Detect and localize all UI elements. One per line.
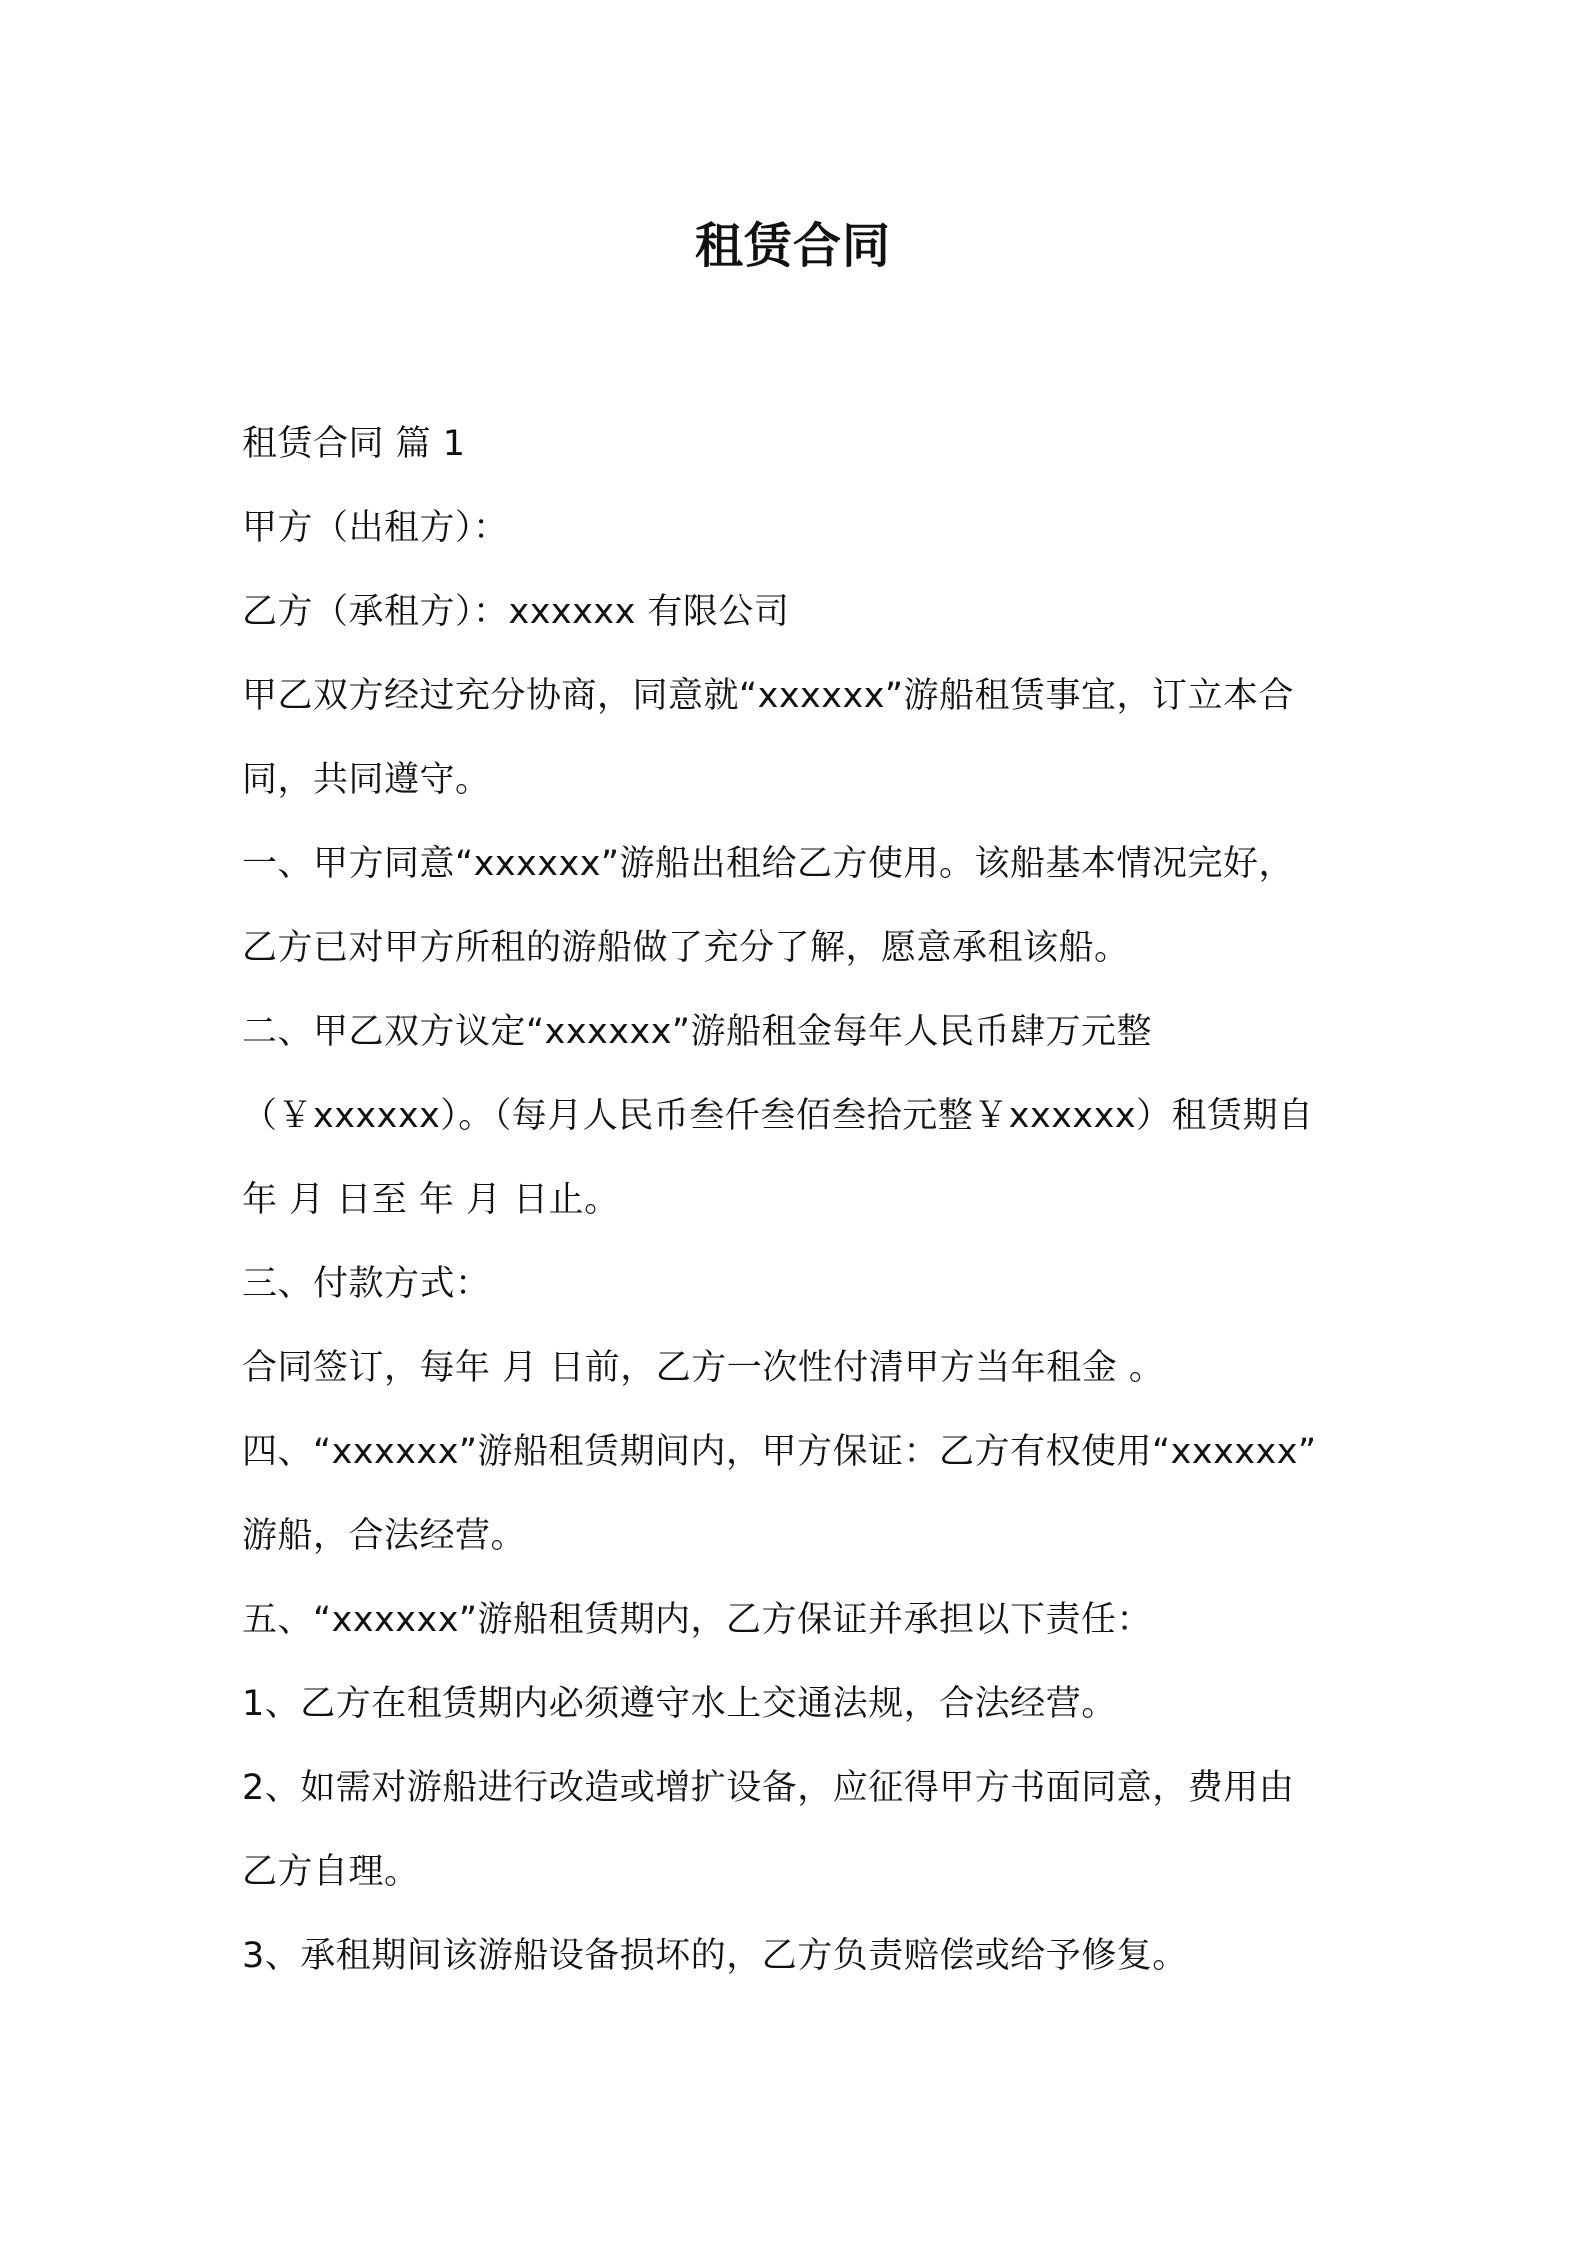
clause-4-line-2: 游船，合法经营。 <box>242 1516 527 1556</box>
clause-4-line-1: 四、“xxxxxx”游船租赁期间内，甲方保证：乙方有权使用“xxxxxx” <box>242 1432 1317 1472</box>
clause-5-item-3: 3、承租期间该游船设备损坏的，乙方负责赔偿或给予修复。 <box>242 1936 1188 1976</box>
clause-5-item-2-line-2: 乙方自理。 <box>242 1852 420 1892</box>
clause-5-item-1: 1、乙方在租赁期内必须遵守水上交通法规，合法经营。 <box>242 1684 1117 1724</box>
clause-5-item-2-line-1: 2、如需对游船进行改造或增扩设备，应征得甲方书面同意，费用由 <box>242 1768 1295 1808</box>
clause-5-heading: 五、“xxxxxx”游船租赁期内，乙方保证并承担以下责任： <box>242 1600 1153 1640</box>
party-b-line: 乙方（承租方）：xxxxxx 有限公司 <box>242 592 790 632</box>
clause-1-line-1: 一、甲方同意“xxxxxx”游船出租给乙方使用。该船基本情况完好， <box>242 844 1295 884</box>
document-title: 租赁合同 <box>694 218 891 274</box>
clause-1-line-2: 乙方已对甲方所租的游船做了充分了解，愿意承租该船。 <box>242 928 1130 968</box>
preamble-line-1: 甲乙双方经过充分协商，同意就“xxxxxx”游船租赁事宜，订立本合 <box>242 676 1295 716</box>
clause-2-line-3: 年 月 日至 年 月 日止。 <box>242 1180 620 1220</box>
clause-2-line-1: 二、甲乙双方议定“xxxxxx”游船租金每年人民币肆万元整 <box>242 1012 1153 1052</box>
preamble-line-2: 同，共同遵守。 <box>242 760 491 800</box>
section-heading: 租赁合同 篇 1 <box>242 424 466 464</box>
clause-2-line-2: （￥xxxxxx）。（每月人民币叁仟叁佰叁拾元整￥xxxxxx）租赁期自 <box>242 1096 1314 1136</box>
party-a-line: 甲方（出租方）： <box>242 508 509 548</box>
document-body <box>242 402 1362 1998</box>
clause-3-line-1: 合同签订，每年 月 日前，乙方一次性付清甲方当年租金 。 <box>242 1348 1165 1388</box>
clause-3-heading: 三、付款方式： <box>242 1264 491 1304</box>
